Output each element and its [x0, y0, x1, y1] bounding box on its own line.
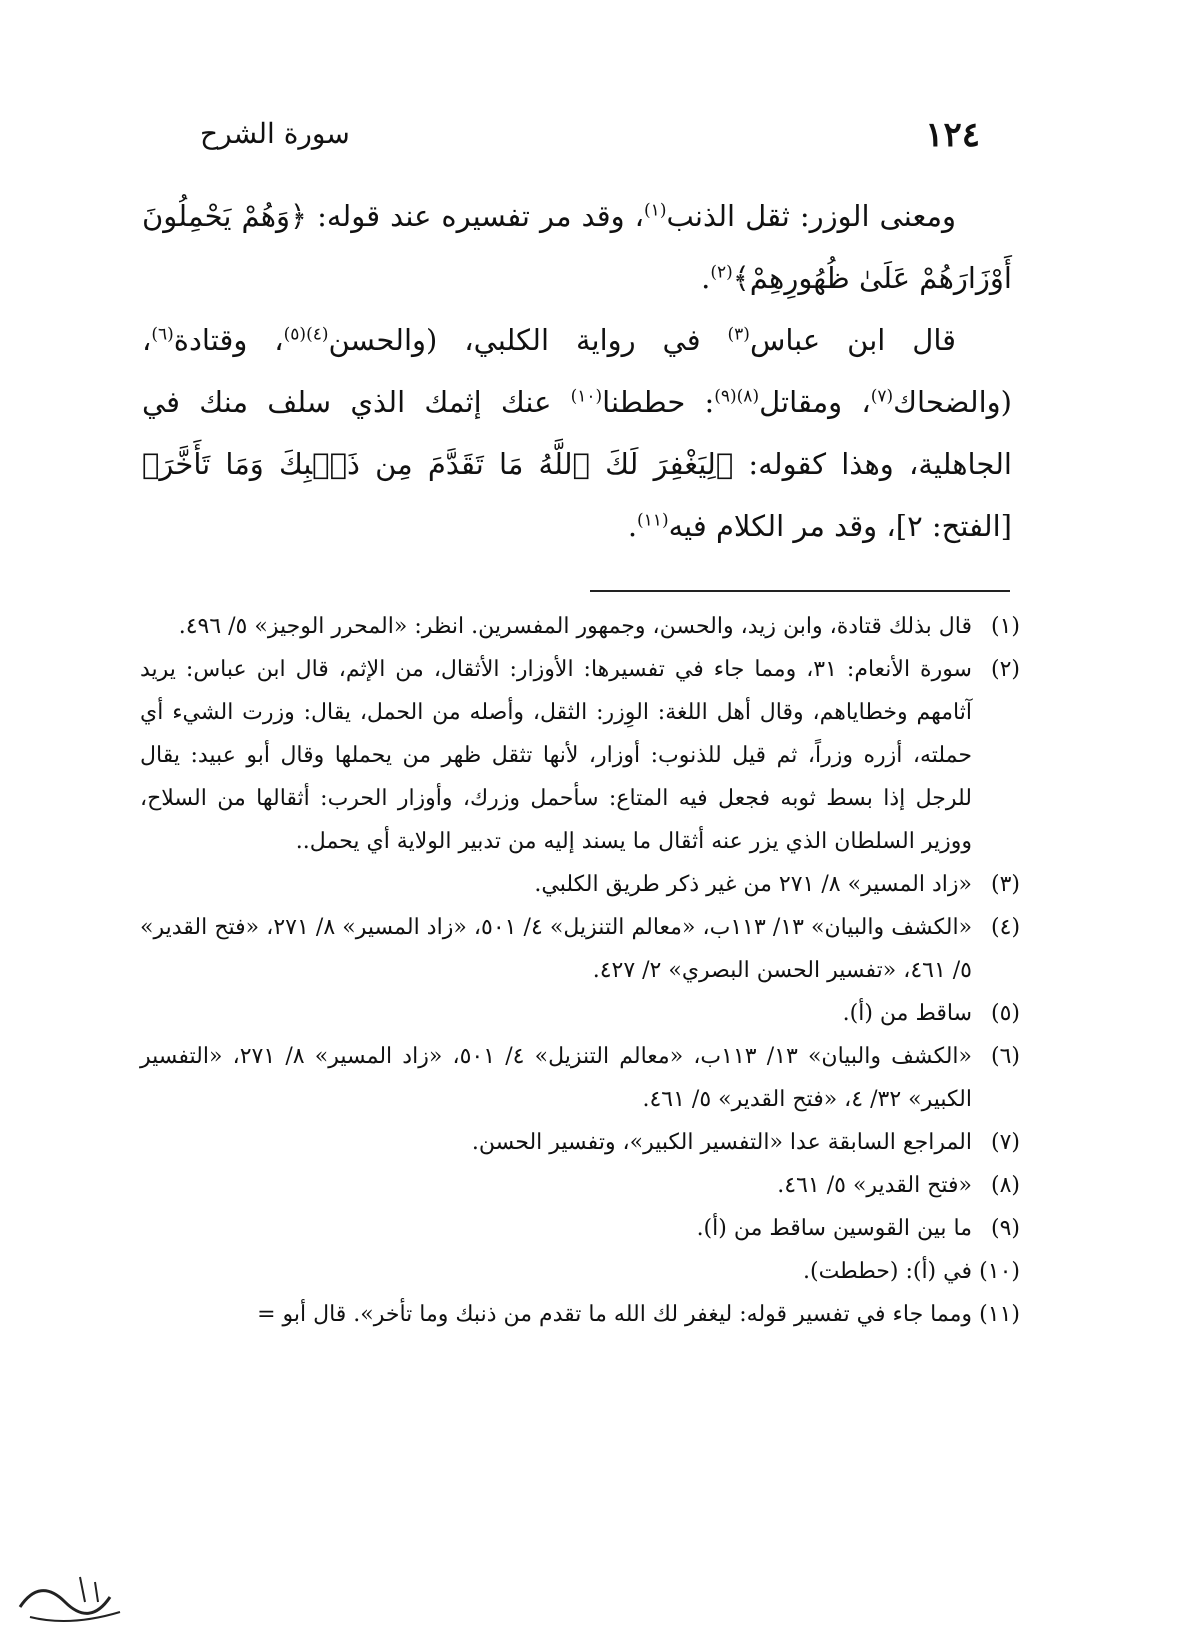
text-run: في رواية الكلبي، (والحسن: [328, 323, 728, 357]
footnote-text: قال بذلك قتادة، وابن زيد، والحسن، وجمهور المفسرين. انظر: «المحرر الوجيز» ٥/ ٤٩٦.: [178, 614, 972, 639]
main-text: [142, 185, 1012, 557]
page-header: [200, 115, 980, 165]
footnote-text: «زاد المسير» ٨/ ٢٧١ من غير ذكر طريق الكلبي.: [534, 872, 972, 897]
footnote: [140, 1293, 1020, 1336]
footnote-ref: (٤): [306, 324, 329, 345]
footnote-number: (٧): [990, 1130, 1020, 1155]
footnote-text: ساقط من (أ).: [842, 1001, 972, 1026]
footnote-text: «فتح القدير» ٥/ ٤٦١.: [777, 1173, 972, 1198]
text-run: ، وقد مر تفسيره عند قوله:: [307, 199, 645, 233]
text-run: .: [701, 261, 711, 295]
text-run: ومعنى الوزر: ثقل الذنب: [666, 199, 956, 233]
text-run: قال ابن عباس: [749, 323, 957, 357]
paragraph-1: [142, 185, 1012, 309]
footnote-number: (٨): [990, 1173, 1020, 1198]
footnote-text: «الكشف والبيان» ١٣/ ١١٣ب، «معالم التنزيل» ٤/ ٥٠١، «زاد المسير» ٨/ ٢٧١، «فتح القدير» ٥/ ٤٦١، «تفسير الحسن البصري» ٢/ ٤٢٧.: [140, 915, 973, 983]
footnote-number: (١): [990, 614, 1020, 639]
text-run: : حططنا: [602, 385, 715, 419]
footnote-number: (١١): [979, 1302, 1020, 1327]
footnote-ref: (٧): [870, 386, 894, 407]
footnote-text: في (أ): (حططت).: [803, 1259, 972, 1284]
text-run: ، ومقاتل: [759, 385, 871, 419]
footnote-number: (٥): [990, 1001, 1020, 1026]
quran-verse: ﴿لِيَغْفِرَ لَكَ ٱللَّهُ مَا تَقَدَّمَ مِن ذَنۢبِكَ وَمَا تَأَخَّرَ﴾: [142, 447, 734, 481]
paragraph-2: [142, 309, 1012, 557]
text-run: عنك إثمك الذي سلف منك في الجاهلية، وهذا كقوله:: [142, 385, 1012, 481]
footnote-ref: (٨): [736, 386, 760, 407]
footnote-ref: (٢): [710, 262, 733, 283]
text-run: ، (والضحاك: [142, 323, 1012, 419]
footnote-number: (٦): [990, 1044, 1020, 1069]
footnote-number: (٩): [990, 1216, 1020, 1241]
footnote-text: سورة الأنعام: ٣١، ومما جاء في تفسيرها: الأوزار: الأثقال، من الإثم، قال ابن عباس: يريد آثامهم وخطاياهم، وقال أهل اللغة: الوِزر: الثقل، وأصله من الحمل، يقال: وزرت الشيء أي حملته، أزره وزراً، ثم قيل للذنوب: أوزار، لأنها تثقل ظهر من يحملها وقال أبو عبيد: يقال للرجل إذا بسط ثوبه فجعل فيه المتاع: سأحمل وزرك، وأوزار الحرب: أثقالها من السلاح، ووزير السلطان الذي يزر عنه أثقال ما يسند إليه من تدبير الولاية أي يحمل..: [140, 657, 972, 854]
footnote-ref: (٩): [714, 386, 737, 407]
text-run: ، وقتادة: [173, 323, 284, 357]
footnote: [140, 1207, 1020, 1250]
footnote-number: (١٠): [979, 1259, 1020, 1284]
footnote: [140, 1250, 1020, 1293]
footnote: [140, 1035, 1020, 1121]
footnotes: [140, 605, 1020, 1336]
footnote-number: (٤): [991, 915, 1021, 940]
footnote-ref: (٦): [151, 324, 174, 345]
footnote-text: المراجع السابقة عدا «التفسير الكبير»، وتفسير الحسن.: [471, 1130, 972, 1155]
footnote: [140, 1121, 1020, 1164]
footnote-divider: [590, 590, 1010, 592]
footnote: [140, 605, 1020, 648]
footnote-ref: (١١): [637, 510, 669, 531]
footnote-ref: (٥): [283, 324, 307, 345]
text-run: [الفتح: ٢]، وقد مر الكلام فيه: [668, 509, 1012, 543]
surah-title: سورة الشرح: [200, 117, 350, 150]
footnote: [140, 992, 1020, 1035]
text-run: .: [627, 509, 638, 543]
footnote-ref: (٣): [727, 324, 750, 345]
footnote: [140, 863, 1020, 906]
footnote: [140, 648, 1020, 863]
quran-verse: ﴿وَهُمْ يَحْمِلُونَ أَوْزَارَهُمْ عَلَىٰ ظُهُورِهِمْ﴾: [142, 199, 1012, 295]
footnote-number: (٢): [990, 657, 1020, 682]
footnote-text: «الكشف والبيان» ١٣/ ١١٣ب، «معالم التنزيل» ٤/ ٥٠١، «زاد المسير» ٨/ ٢٧١، «التفسير الكبير» ٣٢/ ٤، «فتح القدير» ٥/ ٤٦١.: [140, 1044, 972, 1112]
footnote: [140, 906, 1020, 992]
footnote-ref: (١٠): [570, 386, 603, 407]
almostafa-library-logo-icon: [10, 1557, 130, 1632]
page-number: ١٢٤: [925, 115, 980, 155]
footnote-text: ما بين القوسين ساقط من (أ).: [696, 1216, 972, 1241]
footnote: [140, 1164, 1020, 1207]
footnote-number: (٣): [990, 872, 1020, 897]
footnote-ref: (١): [644, 200, 667, 221]
footnote-text: ومما جاء في تفسير قوله: ليغفر لك الله ما تقدم من ذنبك وما تأخر». قال أبو =: [257, 1302, 972, 1327]
